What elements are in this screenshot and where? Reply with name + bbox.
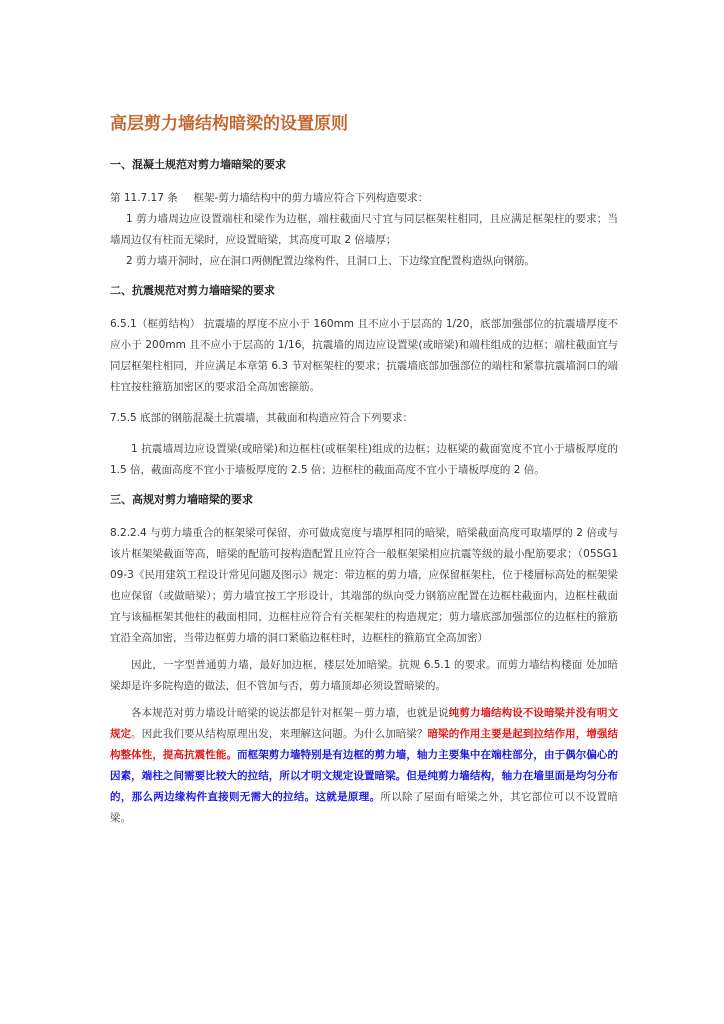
seismic-7-5-5: 7.5.5 底部的钢筋混凝土抗震墙，其截面和构造应符合下列要求： bbox=[110, 412, 414, 424]
clause-item-1: 1 剪力墙周边应设置端柱和梁作为边框，端柱截面尺寸宜与同层框架柱相同，且应满足框架柱的要求；当墙周边仅有柱而无梁时，应设置暗梁，其高度可取 2 倍墙厚； bbox=[110, 213, 618, 246]
principle-text-b: 。因此我们要从结构原理出发，来理解这问题。为什么加暗梁？ bbox=[131, 728, 428, 740]
principle-paragraph bbox=[110, 703, 618, 829]
clause-item-2: 2 剪力墙开洞时，应在洞口两侧配置边缘构件，且洞口上、下边缘宜配置构造纵向钢筋。 bbox=[126, 255, 536, 267]
clause-text: 框架-剪力墙结构中的剪力墙应符合下列构造要求： bbox=[193, 192, 429, 204]
principle-highlight-blue: 而框架剪力墙特别是有边框的剪力墙，轴力主要集中在端柱部分，由于偶尔偏心的因素，端柱之间需要比较大的拉结，所以才明文规定设置暗梁。但是纯剪力墙结构，轴力在墙里面是均匀分布的，那么两边缘构件直接则无需大的拉结。这就是原理。 bbox=[110, 749, 619, 803]
seismic-6-5-1: 6.5.1（框剪结构） 抗震墙的厚度不应小于 160mm 且不应小于层高的 1/20，底部加强部位的抗震墙厚度不应小于 200mm 且不应小于层高的 1/16，抗震墙的周边应设置梁(或暗梁)和端柱组成的边框；端柱截面宜与同层框架柱相同，并应满足本章第 6.3 节对框架柱的要求；抗震墙底部加强部位的端柱和紧靠抗震墙洞口的端柱宜按柱箍筋加密区的要求沿全高加密箍筋。 bbox=[110, 318, 618, 393]
principle-highlight-red-2: 暗梁的作用主要是起到拉结作用，增强结构整体性，提高抗震性能 bbox=[110, 728, 619, 761]
high-rise-8-2-2-4: 8.2.2.4 与剪力墙重合的框架梁可保留，亦可做成宽度与墙厚相同的暗梁，暗梁截面高度可取墙厚的 2 倍或与该片框架梁截面等高，暗梁的配筋可按构造配置且应符合一般框架梁相应抗震等级的最小配筋要求；（05SG109-3《民用建筑工程设计常见问题及图示》规定：带边框的剪力墙，应保留框架柱，位于楼層标高处的框架梁也应保留（或做暗梁）；剪力墙宜按工字形设计，其端部的纵向受力钢筋应配置在边框柱截面内，边框柱截面宜与该榀框架其他柱的截面相同，边框柱应符合有关框架柱的构造规定；剪力墙底部加强部位的边框柱的箍筋宜沿全高加密，当带边框剪力墙的洞口紧临边框柱时，边框柱的箍筋宜全高加密） bbox=[110, 527, 618, 644]
principle-text-a: 各本规范对剪力墙设计暗梁的说法都是针对框架－剪力墙，也就是说 bbox=[131, 707, 449, 719]
clause-label: 第 11.7.17 条 bbox=[110, 192, 178, 204]
principle-text-c: 。 bbox=[226, 749, 238, 761]
conclusion-paragraph: 因此，一字型普通剪力墙，最好加边框，楼层处加暗梁。抗规 6.5.1 的要求。而剪力墙结构楼面 处加暗梁却是许多院构造的做法，但不管加与否，剪力墙顶却必须设置暗梁的。 bbox=[110, 659, 618, 692]
principle-text-d: 所以除了屋面有暗梁之外，其它部位可以不设置暗梁。 bbox=[110, 791, 619, 824]
seismic-7-5-5-item-1: 1 抗震墙周边应设置梁(或暗梁)和边框柱(或框架柱)组成的边框；边框梁的截面宽度不宜小于墙板厚度的 1.5 倍，截面高度不宜小于墙板厚度的 2.5 倍；边框柱的截面高度不宜小于墙板厚度的 2 倍。 bbox=[110, 443, 618, 476]
principle-highlight-red-1: 纯剪力墙结构设不设暗梁并没有明文规定 bbox=[110, 707, 619, 740]
section-heading-high-rise-code: 三、高规对剪力墙暗梁的要求 bbox=[110, 493, 253, 506]
section-heading-seismic-code: 二、抗震规范对剪力墙暗梁的要求 bbox=[110, 284, 275, 297]
clause-11-7-17 bbox=[110, 188, 618, 209]
document-page bbox=[110, 112, 618, 829]
page-title: 高层剪力墙结构暗梁的设置原则 bbox=[110, 114, 348, 134]
section-heading-concrete-code: 一、混凝土规范对剪力墙暗梁的要求 bbox=[110, 158, 286, 171]
